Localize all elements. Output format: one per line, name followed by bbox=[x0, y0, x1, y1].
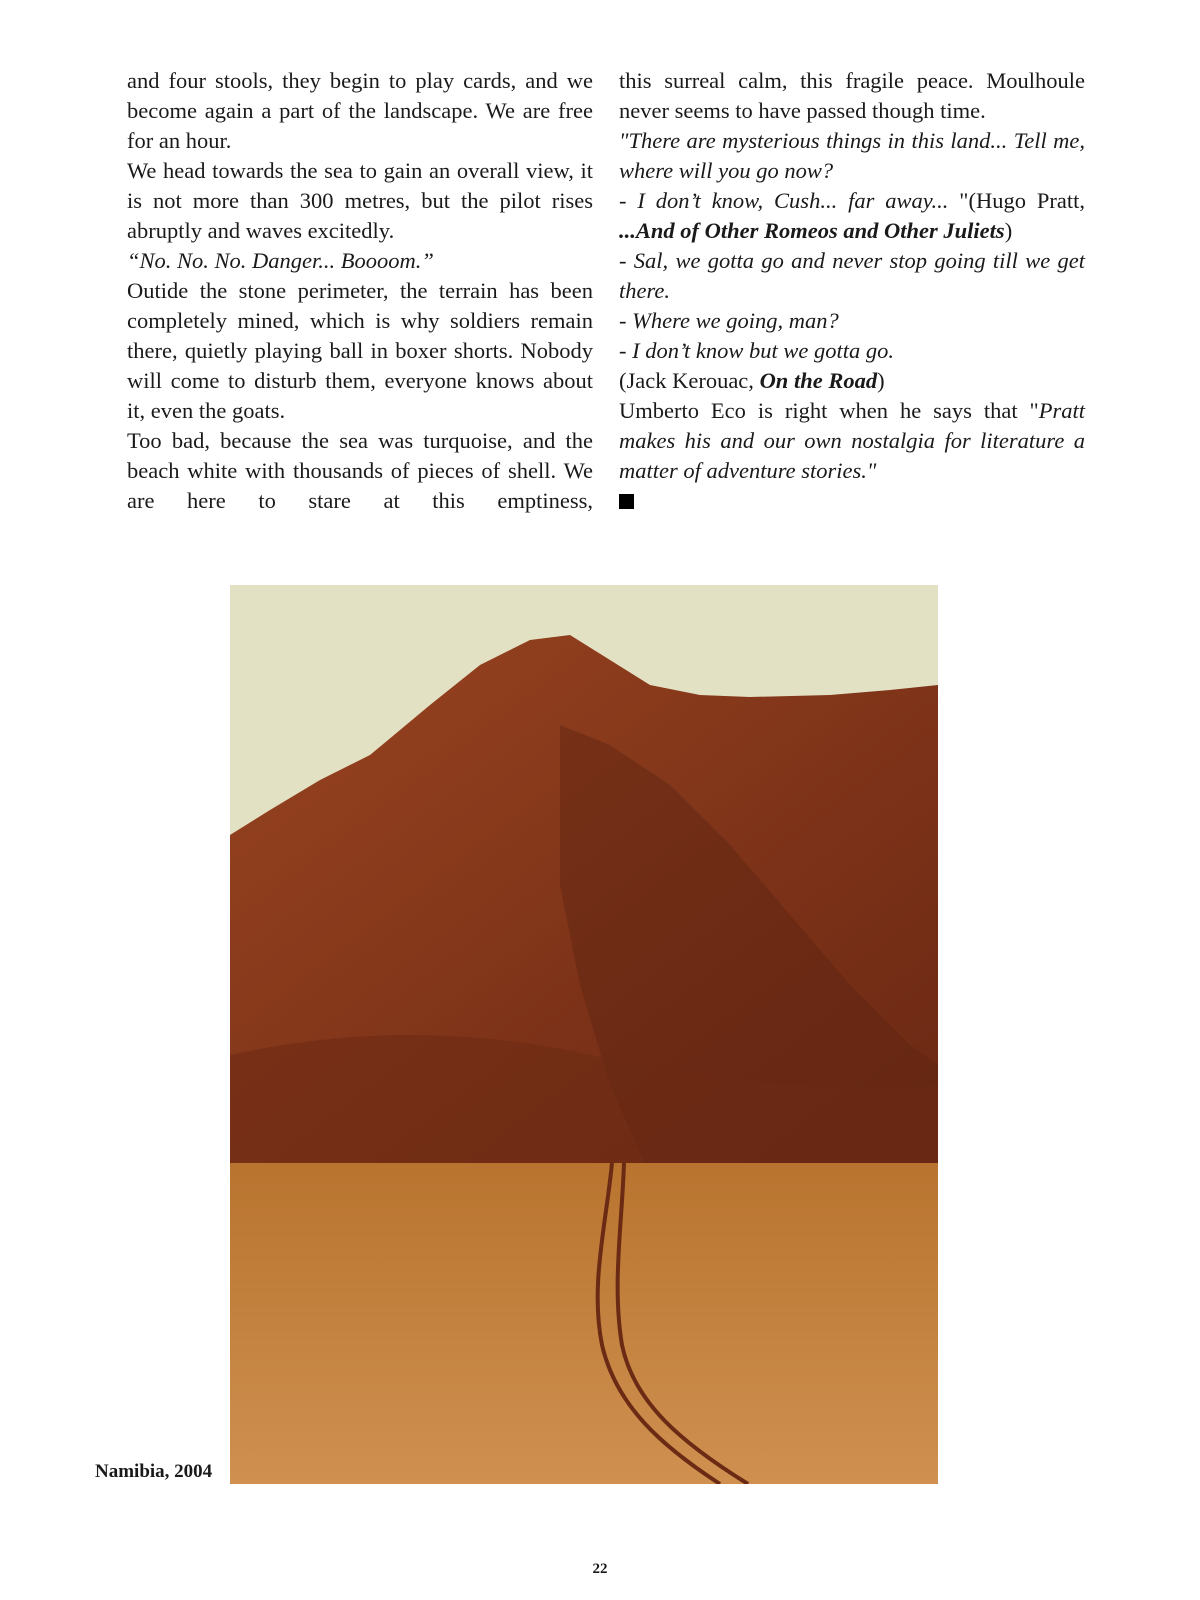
photo-caption: Namibia, 2004 bbox=[95, 1461, 213, 1482]
paragraph: this surreal calm, this fragile peace. Moulhoule never seems to have passed though time. bbox=[619, 68, 1085, 123]
quote-citation-pratt bbox=[619, 186, 1085, 246]
citation-author: "(Hugo Pratt, bbox=[959, 188, 1085, 213]
citation-title: ...And of Other Romeos and Other Juliets bbox=[619, 218, 1005, 243]
column-right bbox=[619, 66, 1085, 516]
quote-line: - Sal, we gotta go and never stop going till we get there. bbox=[619, 248, 1085, 303]
paragraph: We head towards the sea to gain an overall view, it is not more than 300 metres, but the pilot rises abruptly and waves excitedly. bbox=[127, 158, 593, 243]
quote-line: - Where we going, man? bbox=[619, 308, 839, 333]
citation-close: ) bbox=[877, 368, 885, 393]
end-of-article-mark bbox=[619, 494, 634, 509]
quote-line: "There are mysterious things in this land... Tell me, where will you go now? bbox=[619, 128, 1085, 183]
citation-author: (Jack Kerouac, bbox=[619, 368, 760, 393]
landscape-illustration bbox=[230, 585, 938, 1484]
paragraph: and four stools, they begin to play cards, and we become again a part of the landscape. We are free for an hour. bbox=[127, 68, 593, 153]
citation-close: ) bbox=[1004, 218, 1013, 243]
eco-quote: Pratt makes his and our own nostalgia for literature a matter of adventure stories." bbox=[619, 398, 1085, 483]
photograph-namibia bbox=[230, 585, 938, 1484]
quote-line: - I don’t know but we gotta go. bbox=[619, 338, 894, 363]
article-columns bbox=[127, 66, 1085, 516]
citation-title: On the Road bbox=[759, 368, 878, 393]
column-left bbox=[127, 66, 593, 516]
paragraph: Too bad, because the sea was turquoise, and the beach white with thousands of pieces of shell. We are here to stare at this emptiness, bbox=[127, 428, 593, 513]
quote-line: “No. No. No. Danger... Boooom.” bbox=[127, 248, 434, 273]
quote-line: - I don’t know, Cush... far away... bbox=[619, 188, 960, 213]
citation-kerouac bbox=[619, 366, 1085, 396]
plain bbox=[230, 1163, 938, 1484]
page-number: 22 bbox=[592, 1561, 608, 1577]
paragraph: Outide the stone perimeter, the terrain has been completely mined, which is why soldiers remain there, quietly playing ball in boxer shorts. Nobody will come to disturb them, everyone knows about it, even the goats. bbox=[127, 278, 593, 423]
eco-lead: Umberto Eco is right when he says that " bbox=[619, 398, 1039, 423]
paragraph-eco bbox=[619, 396, 1085, 486]
